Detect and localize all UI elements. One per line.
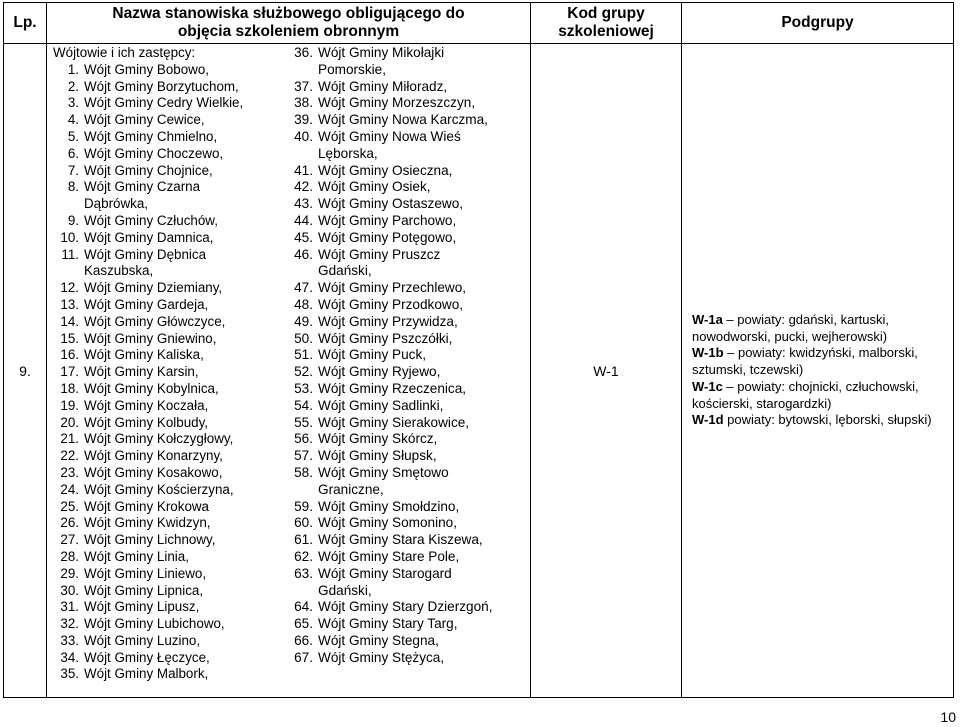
list-item-text: Wójt Gminy Borzytuchom, — [84, 78, 239, 94]
list-item-number: 62. — [294, 548, 313, 564]
list-item — [289, 112, 529, 129]
list-item-number: 48. — [294, 296, 313, 312]
row-code: W-1 — [531, 44, 682, 698]
list-item-text: Lęborska, — [318, 145, 378, 161]
list-item-number: 12. — [60, 280, 79, 296]
list-item-number: 13. — [60, 296, 79, 312]
list-item-number: 46. — [294, 246, 313, 262]
list-item-number: 39. — [294, 112, 313, 128]
subgroup-text: – powiaty: gdański, kartuski, nowodworski, pucki, wejherowski) — [692, 311, 890, 344]
list-item-text: Wójt Gminy Damnica, — [84, 229, 214, 245]
list-item-text: Wójt Gminy Nowa Wieś — [318, 128, 461, 144]
list-item-number: 37. — [294, 78, 313, 94]
list-item — [289, 599, 529, 616]
list-item-text: Wójt Gminy Stary Dzierzgoń, — [318, 599, 493, 615]
list-item — [53, 515, 283, 532]
list-item-text: Wójt Gminy Krokowa — [84, 498, 210, 514]
list-item-number — [289, 583, 313, 600]
list-item-text: Wójt Gminy Starogard — [318, 565, 452, 581]
list-item — [289, 448, 529, 465]
list-item-text: Wójt Gminy Czarna — [84, 179, 201, 195]
list-item — [53, 62, 283, 79]
list-item-text: Wójt Gminy Gardeja, — [84, 296, 209, 312]
list-item-number: 42. — [294, 179, 313, 195]
list-item — [289, 482, 529, 499]
list-item-number: 35. — [60, 666, 79, 682]
list-item-number: 63. — [294, 565, 313, 581]
list-item-text: Wójt Gminy Konarzyny, — [84, 448, 223, 464]
list-item-number: 18. — [60, 380, 79, 396]
subgroup-entry — [692, 412, 947, 429]
list-item — [53, 666, 283, 683]
list-item-number: 44. — [294, 212, 313, 228]
list-item — [53, 146, 283, 163]
list-item — [289, 633, 529, 650]
list-item — [53, 129, 283, 146]
list-item-number: 52. — [294, 364, 313, 380]
header-name: Nazwa stanowiska służbowego obligującego do objęcia szkoleniem obronnym — [47, 3, 531, 44]
list-item — [53, 247, 283, 264]
list-item-text: Wójt Gminy Pszczółki, — [318, 330, 453, 346]
list-item-number: 50. — [294, 330, 313, 346]
list-item-number: 36. — [294, 45, 313, 60]
list-item-text: Wójt Gminy Stary Targ, — [318, 616, 458, 632]
list-item-number — [289, 482, 313, 499]
list-item-text: Wójt Gminy Choczewo, — [84, 145, 224, 161]
list-item-number: 24. — [60, 481, 79, 497]
list-item-number: 4. — [67, 112, 79, 128]
list-item-text: Wójt Gminy Potęgowo, — [318, 229, 457, 245]
list-item-text: Wójt Gminy Luzino, — [84, 632, 201, 648]
list-item-text: Wójt Gminy Koczała, — [84, 397, 209, 413]
list-item — [53, 616, 283, 633]
list-item-text: Wójt Gminy Przywidza, — [318, 313, 458, 329]
list-item-number: 28. — [60, 548, 79, 564]
list-item-text: Wójt Gminy Kosakowo, — [84, 464, 223, 480]
list-item-text: Wójt Gminy Ryjewo, — [318, 364, 441, 380]
list-item-number: 25. — [60, 498, 79, 514]
list-item-text: Wójt Gminy Miłoradz, — [318, 78, 448, 94]
subgroup-entry — [692, 345, 947, 379]
list-item-number: 55. — [294, 414, 313, 430]
list-item-number: 51. — [294, 347, 313, 363]
list-item-number: 60. — [294, 515, 313, 531]
table-row — [4, 44, 954, 698]
list-item-text: Wójt Gminy Linia, — [84, 548, 189, 564]
list-item-text: Wójt Gminy Skórcz, — [318, 431, 438, 447]
list-item-number: 32. — [60, 616, 79, 632]
list-item-text: Wójt Gminy Lichnowy, — [84, 532, 216, 548]
list-item — [289, 499, 529, 516]
list-item-number — [289, 263, 313, 280]
header-lp: Lp. — [4, 3, 47, 44]
list-item-text: Wójt Gminy Stegna, — [318, 632, 439, 648]
list-item — [289, 347, 529, 364]
list-item-number: 6. — [67, 145, 79, 161]
list-item — [53, 431, 283, 448]
list-item-text: Wójt Gminy Somonino, — [318, 515, 458, 531]
list-item-number: 14. — [60, 313, 79, 329]
list-item — [53, 465, 283, 482]
list-item — [53, 566, 283, 583]
list-item — [289, 331, 529, 348]
list-item-number: 33. — [60, 632, 79, 648]
subgroup-code: W-1a — [692, 311, 723, 327]
intro-text: Wójtowie i ich zastępcy: — [53, 45, 196, 60]
list-item — [289, 213, 529, 230]
list-item — [53, 347, 283, 364]
list-item-number: 54. — [294, 397, 313, 413]
list-item-text: Wójt Gminy Dębnica — [84, 246, 207, 262]
list-item-number: 7. — [67, 162, 79, 178]
list-item — [53, 95, 283, 112]
list-item-number: 61. — [294, 532, 313, 548]
list-item — [53, 448, 283, 465]
page-number: 10 — [940, 709, 956, 725]
list-item — [53, 633, 283, 650]
list-item-text: Wójt Gminy Nowa Karczma, — [318, 112, 488, 128]
list-item — [289, 381, 529, 398]
list-item-number — [289, 146, 313, 163]
names-column-b — [289, 45, 529, 666]
list-item-number: 49. — [294, 313, 313, 329]
list-item-text: Wójt Gminy Kościerzyna, — [84, 481, 234, 497]
list-item — [53, 112, 283, 129]
list-item — [289, 566, 529, 583]
list-item — [53, 364, 283, 381]
list-item — [289, 431, 529, 448]
list-item — [53, 297, 283, 314]
list-item-number: 30. — [60, 582, 79, 598]
list-item-number: 47. — [294, 280, 313, 296]
list-item-text: Wójt Gminy Chmielno, — [84, 128, 218, 144]
list-item-text: Gdański, — [318, 582, 372, 598]
list-item — [53, 213, 283, 230]
list-item — [289, 297, 529, 314]
list-item-text: Wójt Gminy Lipnica, — [84, 582, 204, 598]
list-item-number: 2. — [67, 78, 79, 94]
list-item-number: 27. — [60, 532, 79, 548]
list-item-text: Wójt Gminy Chojnice, — [84, 162, 213, 178]
list-item-number: 67. — [294, 649, 313, 665]
subgroup-text: – powiaty: kwidzyński, malborski, sztumski, tczewski) — [692, 345, 918, 378]
list-item — [53, 163, 283, 180]
list-item-text: Wójt Gminy Stara Kiszewa, — [318, 532, 483, 548]
list-item-text: Wójt Gminy Karsin, — [84, 364, 199, 380]
list-item-number: 20. — [60, 414, 79, 430]
list-item — [53, 79, 283, 96]
list-item-text: Wójt Gminy Morzeszczyn, — [318, 95, 476, 111]
list-item — [53, 549, 283, 566]
list-item-text: Wójt Gminy Przodkowo, — [318, 296, 464, 312]
list-item — [289, 314, 529, 331]
list-item — [289, 263, 529, 280]
subgroup-text: – powiaty: chojnicki, człuchowski, kościerski, starogardzki) — [692, 378, 919, 411]
list-item-text: Wójt Gminy Smętowo — [318, 464, 449, 480]
list-item-text: Wójt Gminy Stężyca, — [318, 649, 445, 665]
list-item — [289, 95, 529, 112]
list-item-text: Wójt Gminy Kołczygłowy, — [84, 431, 234, 447]
list-item — [53, 650, 283, 667]
subgroup-code: W-1c — [692, 378, 723, 394]
list-item-text: Wójt Gminy Pruszcz — [318, 246, 441, 262]
list-item-text: Wójt Gminy Kobylnica, — [84, 380, 219, 396]
names-column-a — [53, 45, 283, 683]
subgroup-entry — [692, 312, 947, 346]
list-item-text: Dąbrówka, — [84, 196, 149, 212]
list-item — [53, 263, 283, 280]
list-item — [289, 532, 529, 549]
list-item — [53, 196, 283, 213]
list-item — [289, 549, 529, 566]
list-item-number: 40. — [294, 128, 313, 144]
list-item-text: Wójt Gminy Łęczyce, — [84, 649, 210, 665]
list-item-number: 43. — [294, 196, 313, 212]
list-item-number: 9. — [67, 212, 79, 228]
list-item-number: 23. — [60, 464, 79, 480]
list-item-text: Wójt Gminy Ostaszewo, — [318, 196, 464, 212]
list-item-text: Wójt Gminy Lubichowo, — [84, 616, 225, 632]
subgroup-code: W-1b — [692, 345, 724, 361]
list-item-text: Wójt Gminy Sierakowice, — [318, 414, 470, 430]
list-item — [289, 179, 529, 196]
list-item-text: Wójt Gminy Stare Pole, — [318, 548, 460, 564]
list-item-text: Wójt Gminy Puck, — [318, 347, 427, 363]
list-item-number: 16. — [60, 347, 79, 363]
list-item — [53, 381, 283, 398]
list-item — [53, 314, 283, 331]
list-item-text: Wójt Gminy Cewice, — [84, 112, 205, 128]
list-item-number: 59. — [294, 498, 313, 514]
list-item-text: Wójt Gminy Przechlewo, — [318, 280, 467, 296]
subgroup-entry — [692, 379, 947, 413]
list-item — [289, 62, 529, 79]
list-item-number: 11. — [61, 246, 79, 262]
list-item-number: 15. — [60, 330, 79, 346]
header-code: Kod grupy szkoleniowej — [531, 3, 682, 44]
list-item-number — [53, 263, 79, 280]
list-item-number: 1. — [67, 61, 79, 77]
list-item-text: Wójt Gminy Główczyce, — [84, 313, 226, 329]
list-item — [53, 280, 283, 297]
list-item — [289, 515, 529, 532]
header-row — [4, 3, 954, 44]
list-item — [53, 532, 283, 549]
list-item-text: Wójt Gminy Mikołajki — [318, 45, 445, 60]
list-item-number: 56. — [294, 431, 313, 447]
list-item-number: 41. — [294, 162, 313, 178]
list-item-number: 38. — [294, 95, 313, 111]
list-item — [53, 415, 283, 432]
list-item — [53, 331, 283, 348]
list-item-text: Wójt Gminy Słupsk, — [318, 448, 437, 464]
list-item — [289, 650, 529, 667]
list-item-number: 65. — [294, 616, 313, 632]
list-item — [289, 230, 529, 247]
list-item — [289, 398, 529, 415]
list-item-text: Wójt Gminy Lipusz, — [84, 599, 200, 615]
list-item — [53, 230, 283, 247]
list-item-number: 66. — [294, 632, 313, 648]
list-item-number: 21. — [60, 431, 79, 447]
list-item — [289, 129, 529, 146]
list-item-text: Wójt Gminy Kolbudy, — [84, 414, 209, 430]
list-item-text: Pomorskie, — [318, 61, 386, 77]
list-item-number: 57. — [294, 448, 313, 464]
list-item — [289, 45, 529, 62]
list-item-text: Graniczne, — [318, 481, 384, 497]
list-item-text: Wójt Gminy Człuchów, — [84, 212, 218, 228]
subgroup-text: powiaty: bytowski, lęborski, słupski) — [723, 412, 932, 428]
list-item — [53, 482, 283, 499]
list-item-number — [289, 62, 313, 79]
document-table — [3, 2, 954, 698]
list-item-text: Wójt Gminy Smołdzino, — [318, 498, 460, 514]
list-item-text: Kaszubska, — [84, 263, 154, 279]
list-item-number: 64. — [294, 599, 313, 615]
list-item-text: Wójt Gminy Kwidzyn, — [84, 515, 211, 531]
list-item-text: Wójt Gminy Kaliska, — [84, 347, 204, 363]
list-item-text: Wójt Gminy Rzeczenica, — [318, 380, 467, 396]
list-item-text: Wójt Gminy Parchowo, — [318, 212, 457, 228]
list-item-text: Wójt Gminy Gniewino, — [84, 330, 217, 346]
list-item — [53, 583, 283, 600]
list-item — [289, 415, 529, 432]
list-item-number: 17. — [60, 364, 79, 380]
list-item-text: Wójt Gminy Osiek, — [318, 179, 431, 195]
row-subgroups — [682, 44, 954, 698]
list-item-number: 53. — [294, 380, 313, 396]
list-item-number: 8. — [67, 179, 79, 195]
list-item-text: Wójt Gminy Malbork, — [84, 666, 209, 682]
list-item-number: 10. — [60, 229, 79, 245]
list-item — [289, 163, 529, 180]
list-item-text: Wójt Gminy Cedry Wielkie, — [84, 95, 244, 111]
list-item-number: 19. — [60, 397, 79, 413]
list-item — [289, 196, 529, 213]
list-item-number: 29. — [60, 565, 79, 581]
row-names-cell — [47, 44, 531, 698]
list-item — [289, 79, 529, 96]
list-item-text: Gdański, — [318, 263, 372, 279]
list-item-number: 3. — [67, 95, 79, 111]
list-item — [289, 146, 529, 163]
list-item — [53, 599, 283, 616]
list-item-number: 5. — [67, 128, 79, 144]
list-item — [289, 364, 529, 381]
list-item-text: Wójt Gminy Sadlinki, — [318, 397, 444, 413]
header-subgroups: Podgrupy — [682, 3, 954, 44]
list-item-text: Wójt Gminy Dziemiany, — [84, 280, 223, 296]
list-item-text: Wójt Gminy Osieczna, — [318, 162, 453, 178]
list-item — [289, 583, 529, 600]
list-item-number: 31. — [60, 599, 79, 615]
list-item — [53, 398, 283, 415]
list-item — [289, 616, 529, 633]
list-item — [289, 280, 529, 297]
list-item-number: 45. — [294, 229, 313, 245]
list-item-text: Wójt Gminy Liniewo, — [84, 565, 207, 581]
list-item — [289, 465, 529, 482]
list-item — [53, 179, 283, 196]
list-item-number: 26. — [60, 515, 79, 531]
row-lp: 9. — [4, 44, 47, 698]
list-item-number: 34. — [60, 649, 79, 665]
subgroup-code: W-1d — [692, 412, 724, 428]
list-item-number: 22. — [60, 448, 79, 464]
list-item — [53, 499, 283, 516]
list-item-text: Wójt Gminy Bobowo, — [84, 61, 210, 77]
list-item-number: 58. — [294, 464, 313, 480]
list-item — [289, 247, 529, 264]
list-item-number — [53, 196, 79, 213]
